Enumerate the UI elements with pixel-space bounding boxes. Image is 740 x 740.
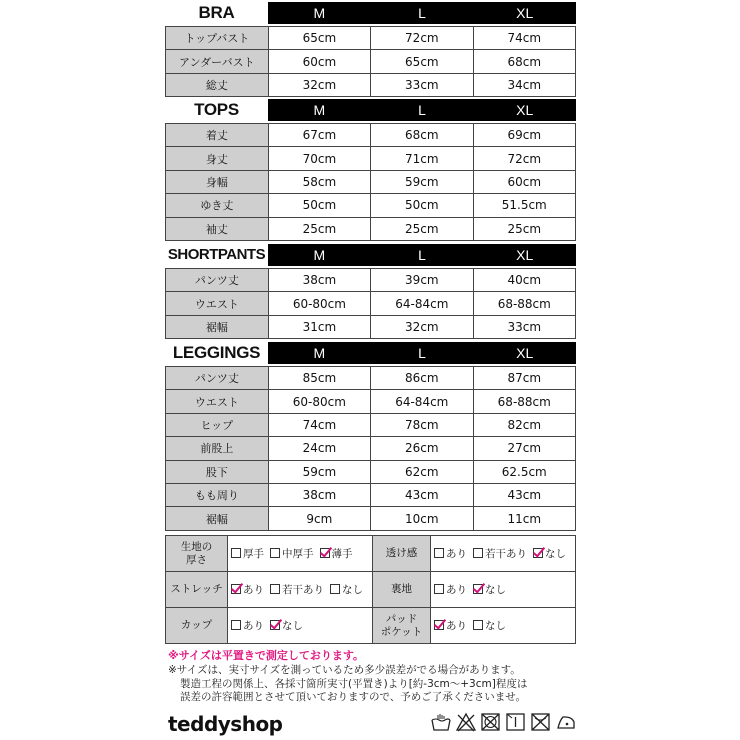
- note-line: 誤差の許容範囲とさせて頂いておりますので、予めご了承くださいませ。: [180, 691, 526, 703]
- option-medium-thick: [270, 546, 314, 561]
- option-no: [533, 546, 566, 561]
- shortpants-section: [165, 244, 576, 339]
- cell: 87cm: [473, 367, 576, 390]
- table-row: [166, 194, 576, 217]
- row-label: パンツ丈: [166, 367, 269, 390]
- section-header: [165, 2, 576, 24]
- row-label: ゆき丈: [166, 194, 269, 217]
- cell: 59cm: [371, 170, 473, 193]
- row-label: 着丈: [166, 124, 269, 147]
- cell: 60cm: [268, 50, 370, 73]
- option-no: [473, 618, 506, 633]
- size-col: XL: [516, 102, 534, 118]
- option-yes: [231, 582, 264, 597]
- attr-row: [166, 536, 576, 572]
- cell: 24cm: [268, 437, 370, 460]
- cell: 69cm: [473, 124, 576, 147]
- section-title: BRA: [198, 3, 235, 22]
- cell: 39cm: [371, 269, 473, 292]
- cell: 40cm: [473, 269, 575, 292]
- cell: 50cm: [268, 194, 370, 217]
- option-yes: [231, 618, 264, 633]
- cell: 85cm: [268, 367, 370, 390]
- option-label: 厚手: [243, 547, 264, 560]
- option-label: あり: [446, 583, 467, 596]
- no-bleach-icon: [455, 712, 477, 732]
- option-no: [473, 582, 506, 597]
- cell: 43cm: [473, 483, 576, 506]
- cell: 25cm: [473, 217, 576, 240]
- checkbox-icon: [473, 548, 483, 558]
- cell: 70cm: [268, 147, 370, 170]
- size-columns: [268, 99, 576, 121]
- cell: 65cm: [268, 27, 370, 50]
- row-label: 総丈: [166, 73, 269, 96]
- row-label: 前股上: [166, 437, 269, 460]
- sheer-label: 透け感: [373, 536, 431, 572]
- thickness-options: [228, 536, 373, 572]
- attr-row: [166, 608, 576, 644]
- cell: 33cm: [473, 315, 575, 338]
- cell: 9cm: [268, 507, 370, 530]
- size-col: XL: [516, 5, 534, 21]
- cell: 27cm: [473, 437, 576, 460]
- checked-checkbox-icon: [270, 620, 280, 630]
- section-header: [165, 244, 576, 266]
- cell: 32cm: [371, 315, 473, 338]
- cell: 38cm: [268, 483, 370, 506]
- checkbox-icon: [330, 584, 340, 594]
- measurement-notes: [168, 664, 527, 705]
- checked-checkbox-icon: [533, 548, 543, 558]
- row-label: 裾幅: [166, 507, 269, 530]
- size-columns: [268, 244, 576, 266]
- table-row: [166, 147, 576, 170]
- pad-pocket-label: [373, 608, 431, 644]
- section-header: [165, 342, 576, 364]
- row-label: 裾幅: [166, 315, 269, 338]
- option-label: 薄手: [331, 547, 353, 560]
- cell: 74cm: [473, 27, 575, 50]
- option-slightly: [473, 546, 527, 561]
- cup-options: [228, 608, 373, 644]
- size-table: [165, 123, 576, 241]
- size-col: M: [313, 345, 326, 361]
- table-row: [166, 292, 576, 315]
- table-row: [166, 217, 576, 240]
- size-col: L: [418, 345, 426, 361]
- cell: 68-88cm: [473, 292, 575, 315]
- checked-checkbox-icon: [473, 584, 483, 594]
- option-no: [270, 618, 303, 633]
- no-tumble-dry-icon: [480, 712, 502, 732]
- row-label: もも周り: [166, 483, 269, 506]
- size-table: [165, 268, 576, 339]
- checkbox-icon: [270, 584, 280, 594]
- lining-options: [431, 572, 576, 608]
- row-label: 股下: [166, 460, 269, 483]
- size-col: M: [313, 102, 326, 118]
- cell: 32cm: [268, 73, 370, 96]
- table-row: [166, 367, 576, 390]
- cell: 33cm: [371, 73, 473, 96]
- checkbox-icon: [270, 548, 280, 558]
- thickness-label-line-2: 厚さ: [186, 553, 207, 566]
- pad-pocket-label-line-1: パッド: [385, 612, 418, 625]
- cell: 62cm: [371, 460, 473, 483]
- checkbox-icon: [231, 548, 241, 558]
- cell: 65cm: [371, 50, 473, 73]
- checked-checkbox-icon: [231, 584, 241, 594]
- cell: 51.5cm: [473, 194, 576, 217]
- thickness-label: [166, 536, 228, 572]
- cell: 64-84cm: [371, 292, 473, 315]
- option-label: 若干あり: [485, 547, 527, 560]
- cell: 78cm: [371, 413, 473, 436]
- table-row: [166, 460, 576, 483]
- thickness-label-line-1: 生地の: [180, 540, 213, 553]
- cell: 43cm: [371, 483, 473, 506]
- table-row: [166, 507, 576, 530]
- cell: 60-80cm: [268, 292, 370, 315]
- table-row: [166, 124, 576, 147]
- cell: 68cm: [473, 50, 575, 73]
- bra-section: [165, 2, 576, 97]
- cell: 71cm: [371, 147, 473, 170]
- option-label: なし: [342, 583, 363, 596]
- size-col: XL: [516, 247, 534, 263]
- table-row: [166, 269, 576, 292]
- cell: 64-84cm: [371, 390, 473, 413]
- row-label: 袖丈: [166, 217, 269, 240]
- size-columns: [268, 342, 576, 364]
- checkbox-icon: [231, 620, 241, 630]
- cell: 38cm: [268, 269, 370, 292]
- cell: 31cm: [268, 315, 370, 338]
- cell: 60-80cm: [268, 390, 370, 413]
- flat-measure-notice: ※サイズは平置きで測定しております。: [168, 649, 364, 662]
- table-row: [166, 73, 576, 96]
- cell: 74cm: [268, 413, 370, 436]
- line-dry-icon: [505, 712, 527, 732]
- option-label: 若干あり: [282, 583, 324, 596]
- cup-label: カップ: [166, 608, 228, 644]
- checkbox-icon: [434, 584, 444, 594]
- checked-checkbox-icon: [320, 548, 330, 558]
- cell: 25cm: [268, 217, 370, 240]
- lining-label: 裏地: [373, 572, 431, 608]
- table-row: [166, 315, 576, 338]
- cell: 34cm: [473, 73, 575, 96]
- leggings-section: [165, 342, 576, 531]
- size-col: XL: [516, 345, 534, 361]
- size-col: L: [418, 102, 426, 118]
- cell: 11cm: [473, 507, 576, 530]
- size-col: L: [418, 247, 426, 263]
- low-iron-icon: [555, 712, 577, 732]
- checked-checkbox-icon: [434, 620, 444, 630]
- cell: 50cm: [371, 194, 473, 217]
- pad-pocket-label-line-2: ポケット: [380, 625, 423, 638]
- size-table: [165, 366, 576, 531]
- stretch-options: [228, 572, 373, 608]
- cell: 67cm: [268, 124, 370, 147]
- note-line: 製造工程の関係上、各採寸箇所実寸(平置き)より[約-3cm〜+3cm]程度は: [180, 677, 528, 690]
- row-label: ウエスト: [166, 292, 269, 315]
- section-header: [165, 99, 576, 121]
- size-col: M: [313, 247, 326, 263]
- table-row: [166, 170, 576, 193]
- note-line: ※サイズは、実寸サイズを測っているため多少誤差がでる場合があります。: [168, 664, 521, 676]
- section-title: SHORTPANTS: [167, 246, 266, 263]
- option-label: 中厚手: [282, 547, 314, 560]
- row-label: 身丈: [166, 147, 269, 170]
- cell: 25cm: [371, 217, 473, 240]
- option-thin: [320, 546, 353, 561]
- table-row: [166, 483, 576, 506]
- cell: 68cm: [371, 124, 473, 147]
- row-label: 身幅: [166, 170, 269, 193]
- row-label: ヒップ: [166, 413, 269, 436]
- size-col: M: [313, 5, 326, 21]
- cell: 26cm: [371, 437, 473, 460]
- care-icons: [430, 712, 577, 732]
- option-label: あり: [446, 619, 467, 632]
- option-label: なし: [485, 583, 506, 596]
- attr-row: [166, 572, 576, 608]
- hand-wash-icon: [430, 712, 452, 732]
- cell: 60cm: [473, 170, 576, 193]
- table-row: [166, 27, 576, 50]
- option-no: [330, 582, 363, 597]
- cell: 82cm: [473, 413, 576, 436]
- row-label: パンツ丈: [166, 269, 269, 292]
- option-label: あり: [243, 619, 264, 632]
- table-row: [166, 413, 576, 436]
- table-row: [166, 390, 576, 413]
- cell: 86cm: [371, 367, 473, 390]
- size-table: [165, 26, 576, 97]
- option-thick: [231, 546, 264, 561]
- section-title: TOPS: [194, 100, 239, 119]
- checkbox-icon: [473, 620, 483, 630]
- option-label: なし: [545, 547, 566, 560]
- stretch-label: ストレッチ: [166, 572, 228, 608]
- cell: 10cm: [371, 507, 473, 530]
- row-label: アンダーバスト: [166, 50, 269, 73]
- tops-section: [165, 99, 576, 241]
- no-dry-clean-icon: [530, 712, 552, 732]
- option-yes: [434, 618, 467, 633]
- cell: 62.5cm: [473, 460, 576, 483]
- fabric-attributes-table: [165, 535, 576, 644]
- cell: 58cm: [268, 170, 370, 193]
- row-label: ウエスト: [166, 390, 269, 413]
- size-col: L: [418, 5, 426, 21]
- table-row: [166, 437, 576, 460]
- option-label: なし: [282, 619, 303, 632]
- cell: 68-88cm: [473, 390, 576, 413]
- size-columns: [268, 2, 576, 24]
- cell: 59cm: [268, 460, 370, 483]
- checkbox-icon: [434, 548, 444, 558]
- pad-pocket-options: [431, 608, 576, 644]
- option-label: あり: [243, 583, 264, 596]
- brand-logo: teddyshop: [168, 712, 283, 736]
- cell: 72cm: [371, 27, 473, 50]
- option-yes: [434, 582, 467, 597]
- option-slightly: [270, 582, 324, 597]
- option-label: あり: [446, 547, 467, 560]
- table-row: [166, 50, 576, 73]
- option-label: なし: [485, 619, 506, 632]
- row-label: トップバスト: [166, 27, 269, 50]
- option-yes: [434, 546, 467, 561]
- cell: 72cm: [473, 147, 576, 170]
- sheer-options: [431, 536, 576, 572]
- section-title: LEGGINGS: [172, 343, 261, 362]
